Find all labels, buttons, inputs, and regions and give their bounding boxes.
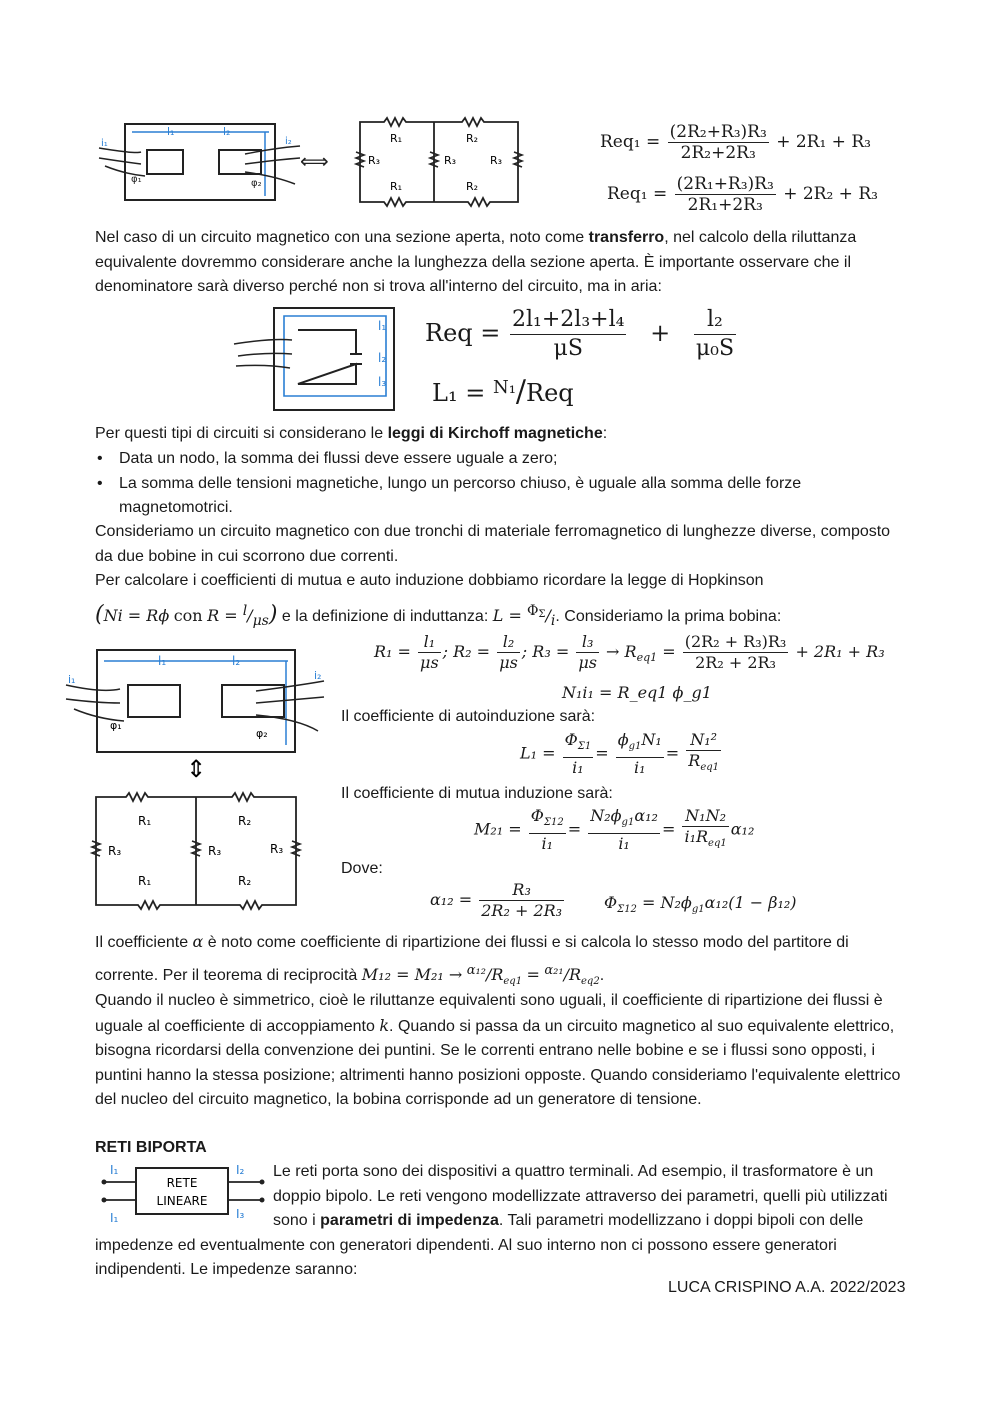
equivalence-vertical-arrow-icon: ⇕ [186, 755, 207, 783]
dove-label: Dove: [341, 860, 383, 877]
paragraph-two-port: Le reti porta sono dei dispositivi a quattro terminali. Ad esempio, il trasformatore è un doppio bipolo. Le reti vengono modellizzate attraverso dei parametri, quelli più utilizzati sono i parametri di impedenza. Tali parametri modellizzano i doppi bipoli con delle impedenze ed eventualmente con generatori dipendenti. Al suo interno non ci possono essere generatori indipendenti. Le impedenze saranno: [95, 1163, 888, 1278]
net2-r3-left-label: R₃ [108, 844, 122, 858]
net1-r1-bottom-label: R₁ [390, 180, 403, 193]
net2-r1-top-label: R₁ [138, 814, 152, 828]
two-port-i2: I₂ [236, 1163, 245, 1177]
autoinduction-label: Il coefficiente di autoinduzione sarà: [341, 708, 596, 725]
two-port-line2: LINEARE [156, 1194, 208, 1208]
equation-phi-sigma12: $\Phi_{\Sigma 12} = N_2\phi_{g1}\alpha_{12}(1 - \beta_{12})$ [604, 893, 797, 916]
fig3-l2-label: l₂ [232, 654, 241, 668]
l1-airgap-equation: L₁ = $^{N_1}$/Req [432, 374, 574, 409]
page-footer: LUCA CRISPINO A.A. 2022/2023 [668, 1279, 906, 1296]
reluctance-network-figure-1 [350, 116, 530, 208]
equation-mutual-inductance: M₂₁ = $\frac{\Phi_{\Sigma 12}}{\text{i₁}}$ = $\frac{N_2\phi_{g1}\alpha_{12}}{\text{i₁}}$ = $\frac{\text{N₁N₂}}{i_1R_{eq1}}$ α₁₂ [474, 806, 755, 854]
two-port-i1-top: I₁ [110, 1163, 119, 1177]
list-item: • La somma delle tensioni magnetiche, lungo un percorso chiuso, è uguale alla somma delle forze magnetomotrici. [95, 472, 907, 521]
fig1-phi1-label: φ₁ [131, 174, 142, 185]
net1-r3-left-label: R₃ [368, 154, 381, 167]
equation-mmf: N₁i₁ = R_eq1 ϕ_g1 [562, 683, 712, 702]
two-port-line1: RETE [166, 1176, 198, 1190]
net1-r3-mid-label: R₃ [444, 154, 457, 167]
req2-handwritten-equation: Req₁ = $\frac{\text{(2R₁+R₃)R₃}}{\text{2R₁+2R₃}}$ + 2R₂ + R₃ [607, 174, 878, 215]
section-heading-reti-biporta: RETI BIPORTA [95, 1139, 207, 1156]
paragraph-hopkinson-formula: (Ni = Rϕ con R = l/μs) e la definizione di induttanza: $L = \Phi^\Sigma/i$. Consideriamo la prima bobina: [95, 602, 782, 629]
paragraph-circuit-description: Consideriamo un circuito magnetico con due tronchi di materiale ferromagnetico di lunghezze diverse, composto da due bobine in cui scorrono due correnti. [95, 523, 891, 565]
net2-r2-bottom-label: R₂ [238, 874, 252, 888]
two-port-i3: I₃ [236, 1207, 245, 1221]
req-airgap-equation: Req = $\frac{\text{2l₁+2l₃+l₄}}{\mu S}$ + $\frac{\text{l₂}}{\text{μ₀S}}$ [425, 307, 735, 361]
fig3-phi1-label: φ₁ [110, 719, 122, 732]
fig2-l2-label: l₂ [378, 351, 387, 365]
fig1-phi2-label: φ₂ [251, 178, 262, 189]
net1-r2-top-label: R₂ [466, 132, 479, 145]
equation-reluctances: R₁ = $\frac{\text{l₁}}{\mu s}$ ; R₂ = $\frac{\text{l₂}}{\mu s}$ ; R₃ = $\frac{\text{l₃}}{\mu s}$ → $R_{eq1}$ = $\frac{\text{(2R₂ + R₃)R₃}}{\text{2R₂ + 2R₃}}$ + 2R₁ + R₃ [374, 632, 885, 672]
net2-r1-bottom-label: R₁ [138, 874, 152, 888]
paragraph-symmetric-core: Quando il nucleo è simmetrico, cioè le riluttanze equivalenti sono uguali, il coefficiente di ripartizione dei flussi è uguale al coefficiente di accoppiamento k. Quando si passa da un circuito magnetico al suo equivalente elettrico, bisogna ricordarsi della convenzione dei puntini. Se le correnti entrano nelle bobine e se i flussi sono opposti, i puntini hanno la stessa posizione; altrimenti hanno posizioni opposte. Quando consideriamo l'equivalente elettrico del nucleo del circuito magnetico, la bobina corrisponde ad un generatore di tensione. [95, 992, 901, 1108]
equation-self-inductance: L₁ = $\frac{\Phi_{\Sigma 1}}{\text{i₁}}$ = $\frac{\phi_{g1}N_1}{\text{i₁}}$ = $\frac{\text{N₁²}}{R_{eq1}}$ [520, 730, 720, 778]
paragraph-kirchoff: Per questi tipi di circuiti si considerano le leggi di Kirchoff magnetiche: [95, 425, 608, 442]
net1-r3-right-label: R₃ [490, 154, 503, 167]
fig1-i1-label: i₁ [101, 138, 108, 149]
fig1-l2-label: l₂ [223, 125, 231, 138]
net1-r2-bottom-label: R₂ [466, 180, 479, 193]
fig3-phi2-label: φ₂ [256, 727, 268, 740]
fig1-i2-label: i₂ [285, 136, 292, 147]
paragraph-hopkinson: Per calcolare i coefficienti di mutua e auto induzione dobbiamo ricordare la legge di Hopkinson [95, 572, 764, 589]
fig3-i1-label: i₁ [68, 673, 76, 686]
magnetic-circuit-figure-2 [62, 645, 332, 915]
req1-handwritten-equation: Req₁ = $\frac{\text{(2R₂+R₃)R₃}}{\text{2R₂+2R₃}}$ + 2R₁ + R₃ [600, 122, 871, 163]
net1-r1-top-label: R₁ [390, 132, 403, 145]
mutual-induction-label: Il coefficiente di mutua induzione sarà: [341, 785, 613, 802]
two-port-i1-bottom: I₁ [110, 1211, 119, 1225]
paragraph-transferro: Nel caso di un circuito magnetico con una sezione aperta, noto come transferro, nel calcolo della riluttanza equivalente dovremmo considerare anche la lunghezza della sezione aperta. È importante osservare che il denominatore sarà diverso perché non si trova all'interno del circuito, ma in aria: [95, 229, 857, 295]
fig2-l1-label: l₁ [378, 319, 387, 333]
equation-alpha: α₁₂ = $\frac{\text{R₃}}{\text{2R₂ + 2R₃}}$ [430, 880, 563, 920]
magnetic-circuit-figure-1 [95, 118, 335, 208]
kirchoff-laws-list [95, 447, 907, 521]
equivalence-arrow-icon: ⟺ [300, 149, 329, 173]
fig2-l3-label: l₃ [378, 375, 387, 389]
list-item: • Data un nodo, la somma dei flussi deve essere uguale a zero; [95, 447, 907, 472]
fig3-i2-label: i₂ [314, 669, 322, 682]
net2-r3-right-label: R₃ [270, 842, 284, 856]
air-gap-circuit-figure [232, 304, 407, 414]
fig3-l1-label: l₁ [158, 654, 167, 668]
net2-r2-top-label: R₂ [238, 814, 252, 828]
paragraph-alpha-coefficient: Il coefficiente α è noto come coefficiente di ripartizione dei flussi e si calcola lo stesso modo del partitore di corrente. Per il teorema di reciprocità $M_{12} = M_{21} \to ^{\alpha_{12}}/R_{eq1} = ^{\alpha_{21}}/R_{eq2}$. [95, 932, 849, 988]
fig1-l1-label: l₁ [167, 125, 175, 138]
net2-r3-mid-label: R₃ [208, 844, 222, 858]
